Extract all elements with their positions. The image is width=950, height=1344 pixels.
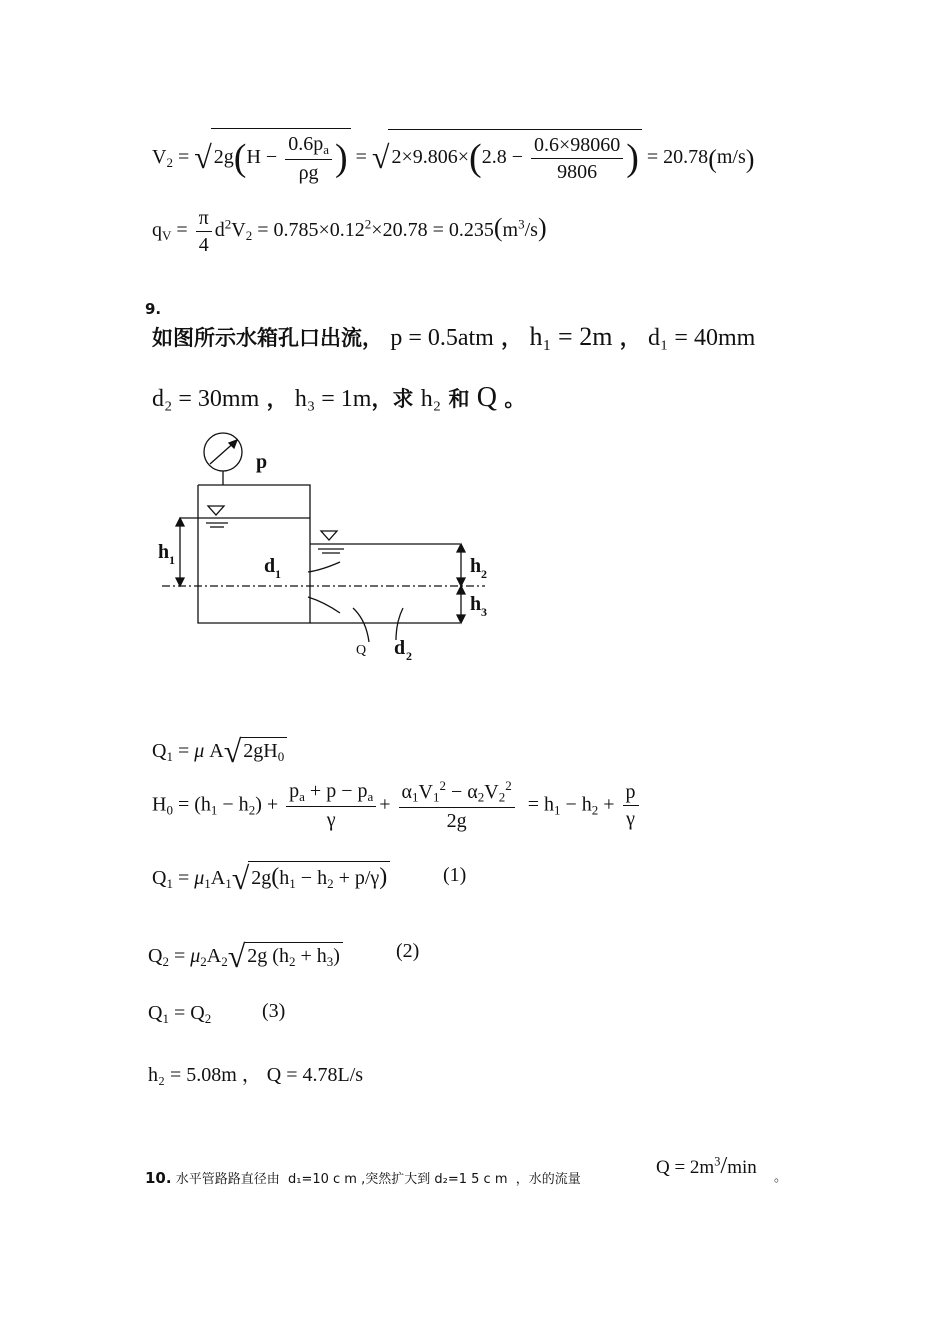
eq4-tag: (2) <box>396 940 420 962</box>
tank-orifice-diagram <box>150 430 495 665</box>
solution-eq1: $Q_1 = \mu$ A√ $2gH_0$ <box>152 733 287 770</box>
label-h2-sub: 2 <box>481 567 487 581</box>
water-level-icon-right <box>318 531 344 553</box>
solution-eq3: $Q_1 = \mu_1A_1√$ $2g(h_1 - h_2 + p/\gamma)$ <box>152 860 390 897</box>
label-q: Q <box>356 643 367 658</box>
label-d2-sub: 2 <box>406 649 412 663</box>
problem-9-statement-line1: 如图所示水箱孔口出流， p = 0.5atm ， h₁ = 2m ， d₁ = 40mm <box>152 322 756 351</box>
label-d1-sub: 1 <box>275 567 281 581</box>
problem-10-period: 。 <box>774 1170 788 1185</box>
label-h3-sub: 3 <box>481 605 487 619</box>
pressure-gauge-icon <box>204 433 242 485</box>
orifice-d1-lower <box>308 597 340 613</box>
label-h1: h <box>158 541 170 563</box>
label-h2: h <box>470 555 482 577</box>
eq3-tag: (1) <box>443 864 467 886</box>
label-d1: d <box>264 555 276 577</box>
qv-equation: $q_V$ = $\frac{\pi}{4}$ $d^2V_2 = 0.785\times 0.12^2\times 20.78 = 0.235(m^3/s)$ <box>152 207 547 256</box>
problem-9-number: 9. <box>145 300 162 318</box>
water-level-icon-left <box>206 506 228 527</box>
outlet-d2-left <box>353 608 369 642</box>
problem-10-flow-formula: $Q = 2m^3/\min$ <box>656 1152 757 1179</box>
label-p: p <box>256 451 268 473</box>
solution-eq2: $H_0 = (h_1 - h_2)$ + $\frac{p_a + p - p_a}{\gamma}$ + $\frac{\alpha_1V_1^2 - \alpha_2V_2^2}{2g}$ = $h_1 - h_2$ + $\frac{p}{\gamma}$ <box>152 778 642 834</box>
solution-eq4: $Q_2 = \mu_2A_2√$ 2g $(h_2 + h_3)$ <box>148 938 343 975</box>
label-d2: d <box>394 637 406 659</box>
problem-9-statement-line2: d₂ = 30mm ， h₃ = 1m，求 h₂ 和 Q 。 <box>152 382 526 413</box>
label-h1-sub: 1 <box>169 553 175 567</box>
eq5-tag: (3) <box>262 1000 286 1022</box>
outlet-d2-right <box>396 608 403 640</box>
solution-result: h₂ = 5.08m ， Q = 4.78L/s <box>148 1064 364 1086</box>
solution-eq5: $Q_1 = Q_2$ <box>148 1002 212 1026</box>
label-h3: h <box>470 593 482 615</box>
orifice-d1-upper <box>308 562 340 572</box>
v2-equation: $V_2$ = √ 2g(H − $\frac{0.6p_a}{\rho g}$ ) = √ 2×9.806×(2.8 − $\frac{0.6\times 98060}{9806}$ ) = 20.78(m/s) <box>152 128 754 186</box>
problem-10: 10. 水平管路路直径由 d₁=10 c m ,突然扩大到 d₂=1 5 c m ，水的流量 <box>145 1169 581 1187</box>
